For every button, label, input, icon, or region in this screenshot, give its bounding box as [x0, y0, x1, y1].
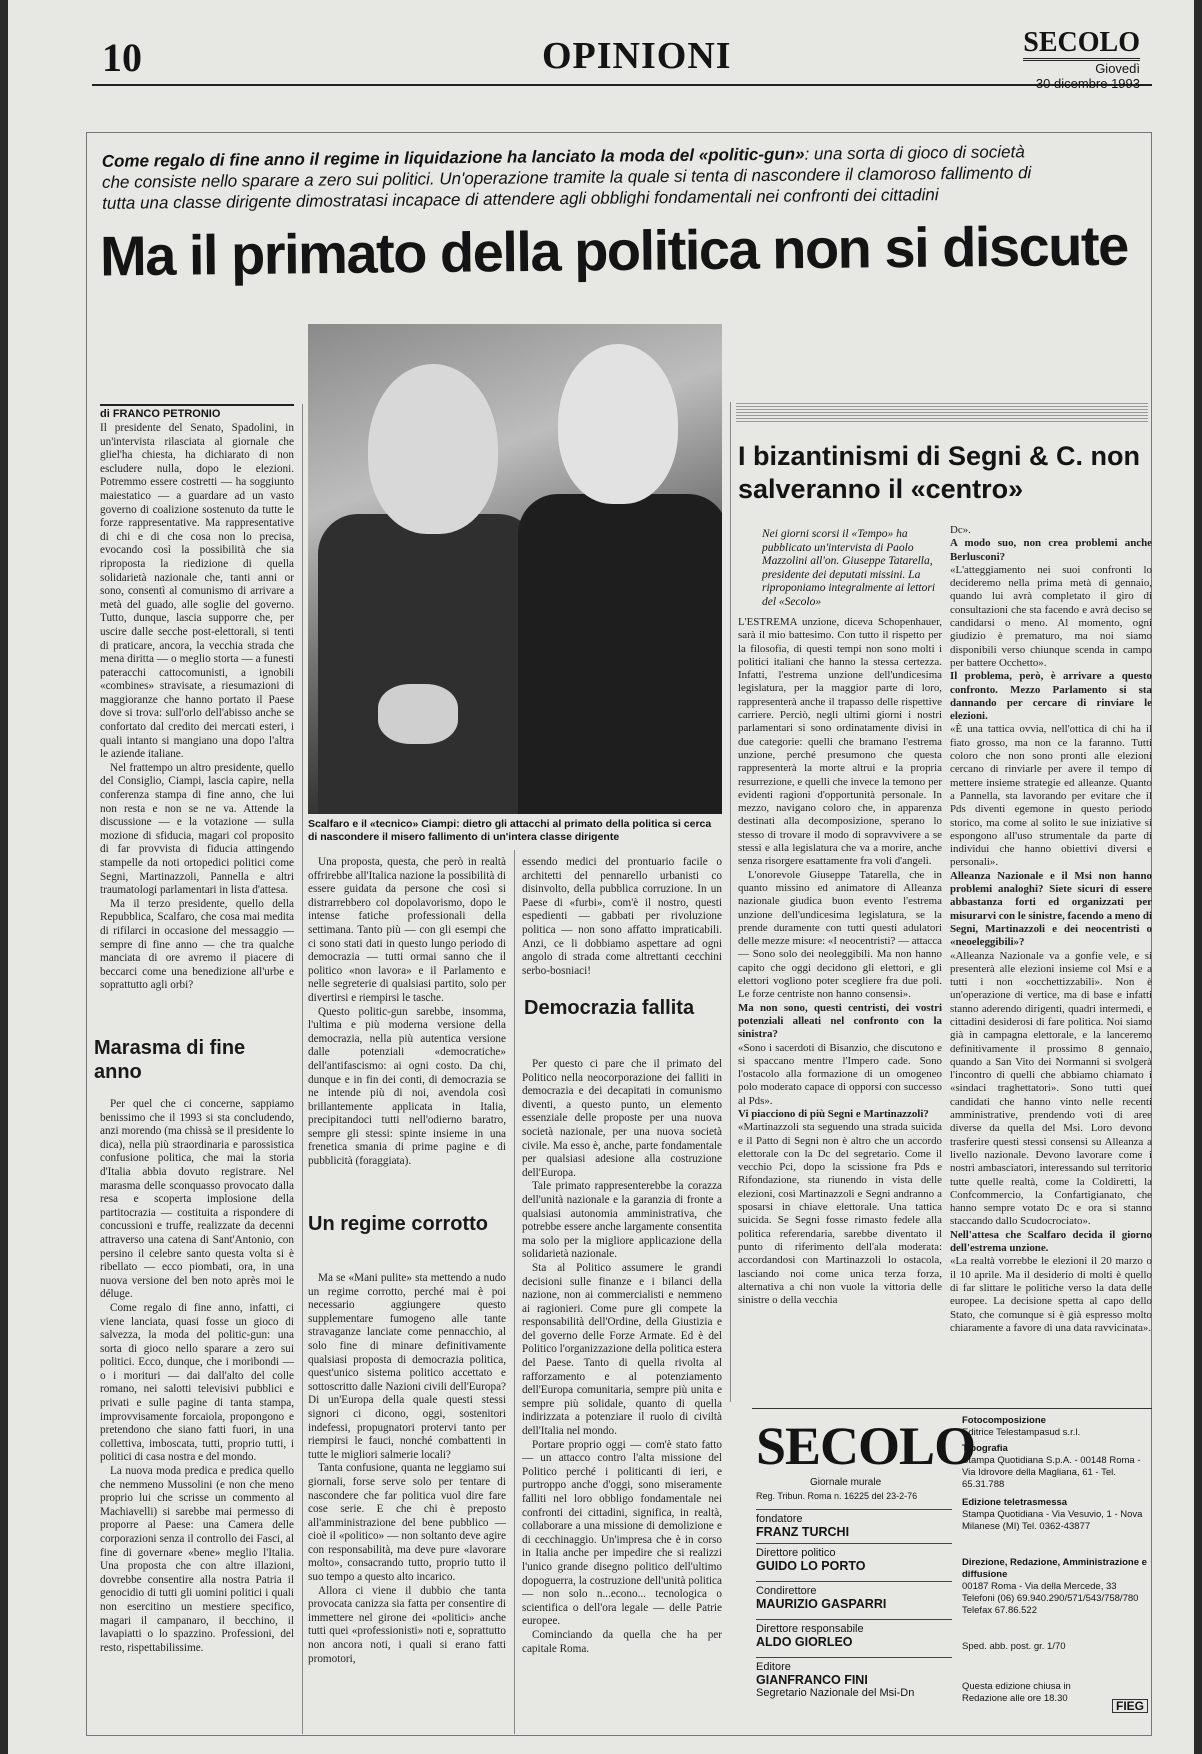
office-value: 00187 Roma - Via della Mercede, 33 Telefoni (06) 69.940.290/571/543/758/780 Telefax 67.86.522 [962, 1581, 1139, 1616]
paragraph: Tanta confusione, quanta ne leggiamo sui giornali, forse serve solo per tentare di nascondere che far politica vuol dire fare cose serie. E che chi è preposto all'amministrazione del bene pubblico — cioè il «politico» — non soltanto deve agire con responsabilità, ma deve pure «lavorare molto», consacrando tutto, proprio tutto il suo tempo a questo alto incarico. [308, 1462, 506, 1584]
photo-caption: Scalfaro e il «tecnico» Ciampi: dietro gli attacchi al primato della politica si cerca di nascondere il misero fallimento di un'intera classe dirigente [308, 818, 712, 843]
photo-face-left [368, 364, 498, 534]
publisher-label: Editore [756, 1661, 791, 1673]
paragraph: «Martinazzoli sta seguendo una strada suicida e il Patto di Segni non è altro che un accordo elettorale con la Dc del segretario. Come il vecchio Pci, dopo la scissione fra Pds e Rifondazione, sta riunendo in vista delle elezioni, così Martinazzoli e Segni andranno a sposarsi in chiave elettorale. Una tattica suicida. Se Segni fosse rimasto fedele alla politica referendaria, sarebbe diventato il punto di riferimento dell'ala moderata: accordandosi con Martinazzoli lo ostacola, lasciando noi come unica terza forza, alternativa a chi non vuole la vittoria delle sinistre o della vecchia [738, 1121, 942, 1307]
photocomposition-value: Editrice Telestampasud s.r.l. [962, 1427, 1081, 1438]
masthead-subtitle: Giornale murale [810, 1477, 882, 1488]
column-2-top [308, 856, 506, 1169]
kicker-bold: Come regalo di fine anno il regime in liquidazione ha lanciato la moda del «politic-gun» [101, 144, 805, 171]
question: Il problema, però, è arrivare a questo confronto. Mezzo Parlamento si sta dannando per cercare di rinviare le elezioni. [950, 670, 1152, 723]
column-rule [730, 402, 731, 1402]
article-headline: Ma il primato della politica non si discute [99, 213, 1129, 288]
political-director-name: GUIDO LO PORTO [756, 1559, 866, 1573]
question: A modo suo, non crea problemi anche Berlusconi? [950, 537, 1152, 563]
co-director-label: Condirettore [756, 1585, 817, 1597]
article-kicker [102, 141, 1043, 214]
office-label: Direzione, Redazione, Amministrazione e diffusione [962, 1557, 1147, 1580]
issue-day: Giovedì [1095, 61, 1140, 76]
page-number: 10 [102, 35, 142, 80]
union-mark: FIEG [1112, 1699, 1148, 1713]
column-rule [514, 850, 515, 1734]
paragraph: «L'atteggiamento nei suoi confronti lo decideremo nella prima metà di gennaio, quando lui avrà completato il giro di consultazioni che sta facendo e avrà deciso se candidarsi o meno. Al momento, ogni giudizio è prematuro, ma noi siamo disponibili verso chiunque scenda in campo per battere Occhetto». [950, 563, 1152, 669]
paragraph: Nel frattempo un altro presidente, quello del Consiglio, Ciampi, lascia capire, nella conferenza stampa di fine anno, che lui non resta e non se ne va. Attende la discussione — e la votazione — sulla mozione di sfiducia, magari col proposito di far provvista di fiducia attingendo stampelle da noti ortopedici politici come Segni, Martinazzoli, Pannella e altri traumatologi parlamentari in lista d'attesa. [100, 761, 294, 897]
responsible-director-name: ALDO GIORLEO [756, 1635, 853, 1649]
co-director-name: MAURIZIO GASPARRI [756, 1597, 887, 1611]
paragraph: essendo medici del prontuario facile o architetti del pennarello urbanisti co disinvolto, della pubblica corruzione. In un Paese di «furbi», com'è il nostro, questi espedienti — gabbati per rivoluzione politica — non sono affatto impraticabili. Anzi, ce li dobbiamo aspettare ad ogni angolo di strada come altrettanti cecchini serbo-bosniaci! [522, 856, 722, 977]
question: Ma non sono, questi centristi, dei vostri potenziali alleati nel confronto con la sinistra? [738, 1001, 942, 1041]
photo-face-right [558, 344, 678, 504]
paragraph: Per questo ci pare che il primato del Politico nella neocorporazione dei falliti in democrazia e dei decapitati in comunismo diventi, a questo punto, un elemento essenziale delle proposte per una nuova società nazionale, per una nuova società civile. Ma esso è, anche, parte fondamentale per qualsiasi adesione alla costruzione dell'Europa. [522, 1058, 722, 1179]
registration: Reg. Tribun. Roma n. 16225 del 23-2-76 [756, 1491, 918, 1501]
tele-value: Stampa Quotidiana - Via Vesuvio, 1 - Nova Milanese (MI) Tel. 0362-43877 [962, 1509, 1143, 1532]
publisher-role: Segretario Nazionale del Msi-Dn [756, 1687, 915, 1699]
photocomposition-block [962, 1415, 1148, 1439]
question: Vi piacciono di più Segni e Martinazzoli? [738, 1107, 929, 1120]
paragraph: La nuova moda predica e predica quello che nemmeno Mussolini (e non che meno proprio lui che scrisse un commento al Machiavelli) si sarebbe mai permesso di proporre al Paese: una Camera delle corporazioni senza il controllo dei Fasci, al fine di governare «bene» meglio l'Italia. Una proposta che con altre illazioni, dovrebbe consentire alla nostra Patria il genocidio di tutti gli uomini politici i quali non esercitino un mestiere specifico, magari il campanaro, il becchino, il lavapiatti o lo spazzino. Professioni, del resto, rispettabilissime. [100, 1465, 294, 1654]
section-title: OPINIONI [542, 35, 732, 77]
paragraph: «Alleanza Nazionale va a gonfie vele, e si presenterà alle elezioni insieme col Msi e a tutti i non «occhettizzabili». Non è un'operazione di vertice, ma di base e infatti stanno aderendo dirigenti, quadri intermedi, e cittadini desiderosi di fare politica. Noi siamo già in campagna elettorale, e la lanceremo definitivamente il prossimo 8 gennaio, quando a San Vito dei Normanni si svolgerà l'incontro di quelli che abbiamo chiamato i «sindaci traghettatori». Sono tutti quei candidati che hanno vinto nelle recenti amministrative, prendendo voti di aree diverse da quella del Msi. Loro devono trasferire questi stessi consensi su Alleanza a livello nazionale. Devono lavorare come i nostri ambasciatori, interessando sul territorio tutte quelle realtà, come la Coldiretti, la Confcommercio, la Confartigianato, che hanno sempre votato Dc e ora si stanno staccando dallo Scudocrociato». [950, 949, 1152, 1228]
paragraph: Il presidente del Senato, Spadolini, in un'intervista rilasciata al giornale che gliel'ha chiesta, ha dichiarato di non escludere nulla, dopo le elezioni. Potremmo essere costretti — ha soggiunto maiestatico — a guardare ad un vasto governo di coalizione sostenuto da tutte le forze rappresentative. Ma rappresentative di chi e di che cosa non lo precisa, evocando così la possibilità che sia riproposta la riedizione di quella solidarietà nazionale che, tanti anni or sono, consentì al comunismo di arrivare a metà del guado, alle soglie del governo. Tutto, dunque, lascia supporre che, per uscire dalle secche post-elettorali, si tenti di praticare, ancora, la vecchia strada che mena diritta — o meglio storta — a funesti pateracchi cattocomunisti, a ignobili «combines» stravisate, a riesumazioni di maggioranze che hanno portato il Paese dove si trova: sull'orlo dell'abisso anche se confortato dal credito dei mercati esteri, i quali intanto si mangiano una dopo l'altra le aziende italiane. [100, 422, 294, 761]
printing-label: Tipografia [962, 1443, 1008, 1454]
column-2-bottom [308, 1272, 506, 1666]
column-3-bottom [522, 1058, 722, 1656]
kicker-rest: : una sorta di gioco di società che consiste nello sparare a zero sui politici. Un'operazione tramite la quale si tenta di nascondere il clamoroso fallimento di tutta una classe dirigente dimostratasi incapace di attendere agli obblighi fondamentali nei confronti dei cittadini [101, 142, 1032, 213]
photocomposition-label: Fotocomposizione [962, 1415, 1046, 1426]
tele-block [962, 1497, 1148, 1533]
column-3-top [522, 856, 722, 978]
issue-date: 30 dicembre 1993 [1035, 76, 1140, 91]
photo-figure-left [318, 514, 538, 814]
political-director-row [756, 1543, 952, 1573]
column-rule [302, 404, 303, 1734]
question: Alleanza Nazionale e il Msi non hanno problemi analoghi? Siete sicuri di essere abbastanza forti ed organizzati per misurarvi con le sinistre, facendo a meno di Segni, Martinazzoli e dei neocentristi o «neoeleggibili»? [950, 869, 1152, 949]
header-masthead [1023, 28, 1140, 91]
founder-name: FRANZ TURCHI [756, 1525, 850, 1539]
subhead-marasma: Marasma di fine anno [94, 1037, 246, 1083]
office-block [962, 1557, 1148, 1617]
photo-scalfaro-ciampi [308, 324, 722, 814]
printing-block [962, 1443, 1148, 1491]
column-1-top [100, 422, 294, 993]
column-1-bottom [100, 1098, 294, 1655]
paragraph: Questo politic-gun sarebbe, insomma, l'ultima e più moderna versione della democrazia, nella più autentica versione dalle potenziali «democratiche» dell'antifascismo: ai ogni costo. Da chi, dunque e in fin dei conti, di democrazia se ne intende più di noi, avendola così brillantemente applicata in Italia, precipitandoci tutti nell'odierno baratro, sempre gli stessi: spinte insieme in una frenetica smania di prime pagine e di pubblicità (foraggiata). [308, 1005, 506, 1168]
subhead-democrazia: Democrazia fallita [524, 997, 695, 1019]
sidebar-title: I bizantinismi di Segni & C. non salveranno il «centro» [738, 441, 1141, 504]
sidebar-column-2 [950, 524, 1152, 1335]
subhead-regime: Un regime corrotto [308, 1213, 489, 1235]
publisher-row [756, 1657, 952, 1699]
paragraph: «Sono i sacerdoti di Bisanzio, che discutono e si spaccano mentre l'Impero cade. Sono l'ostacolo alla formazione di un omogeneo polo moderato capace di opporsi con successo al Pds». [738, 1041, 942, 1107]
co-director-row [756, 1581, 952, 1611]
paragraph: «È una tattica ovvia, nell'ottica di chi ha il fiato grosso, ma non ce la faranno. Tutti coloro che non sono pronti alle elezioni cercano di rinviarle per avere il tempo di mettere insieme strategie ed alleanze. Quanto a Pannella, sta lavorando per evitare che il Pds diventi egemone in questo periodo storico, ma come al solito le sue iniziative si espongono all'uso strumentale da parte di individui che hanno obiettivi diversi e personali». [950, 723, 1152, 869]
photo-hand [378, 684, 458, 744]
paragraph: Ma il terzo presidente, quello della Repubblica, Scalfaro, che cosa mai medita di rifilarci in occasione del messaggio — sempre di fine anno — che tra qualche manciata di ore avremo il piacere di beccarci come una benedizione all'urbe e soprattutto agli orbi? [100, 897, 294, 992]
printing-value: Stampa Quotidiana S.p.A. - 00148 Roma - Via Idrovore della Magliana, 61 - Tel. 65.31.788 [962, 1455, 1141, 1490]
responsible-director-label: Direttore responsabile [756, 1623, 864, 1635]
political-director-label: Direttore politico [756, 1547, 836, 1559]
paragraph: Cominciando da quella che ha per capitale Roma. [522, 1628, 722, 1655]
paragraph: Sta al Politico assumere le grandi decisioni sulle finanze e i bilanci della nazione, non ai commercialisti e nemmeno ai ragionieri. Come pure gli compete la responsabilità dell'Ordine, della Giustizia e del governo delle Forze Armate. Ed è del Politico l'organizzazione della politica estera del Paese. Tanto di quella rivolta al rafforzamento e al potenziamento dell'Europa comunitaria, sempre più unita e sempre più solidale, quanto di quella indirizzata a potenziare il ruolo di civiltà dell'Italia nel mondo. [522, 1261, 722, 1438]
masthead-box-logo: SECOLO [756, 1416, 976, 1476]
newspaper-page [8, 0, 1194, 1754]
publisher-name: GIANFRANCO FINI [756, 1673, 868, 1687]
paragraph: Tale primato rappresenterebbe la corazza dell'unità nazionale e la garanzia di fronte a qualsiasi autonomia amministrativa, che potrebbe essere anche largamente consentita ma solo per la migliore applicazione della solidarietà nazionale. [522, 1180, 722, 1261]
founder-label: fondatore [756, 1513, 803, 1525]
sidebar-column-1 [738, 616, 942, 1307]
responsible-director-row [756, 1619, 952, 1649]
paragraph: Una proposta, questa, che però in realtà offrirebbe all'Italica nazione la possibilità di essere guidata da persone che così si distrarrebbero col dopolavorismo, dopo le intense fatiche professionali della settimana. Tanto più — con gli esempi che ci sono stati dati in questo lungo periodo di democrazia — tutti ormai sanno che il politico «non lavora» e il Parlamento e nelle segreterie di qualsiasi partito, solo per divertirsi e riempirsi le tasche. [308, 856, 506, 1004]
paragraph: L'onorevole Giuseppe Tatarella, che in quanto missino ed animatore di Alleanza nazionale giudica buon evento l'estrema unzione dell'undicesima legislatura, se la prende duramente con tutti questi adulatori delle mezze misure: «I neocentristi? — attacca — Sono solo dei neoleggibili. Ma non hanno capito che oggi decidono gli elettori, e gli elettori vogliono poter scegliere fra due poli. Le forze centriste non hanno consensi». [738, 868, 942, 1001]
paragraph: Per quel che ci concerne, sappiamo benissimo che il 1993 si sta concludendo, anzi morendo (ma chissà se il presidente lo dica), nella più straordinaria e parossistica confusione politica, che mai la storia d'Italia abbia dovuto registrare. Nel marasma delle sconquasso provocato dalla resa e scoperta implosione della partitocrazia — costituita a rispondere di concussioni e truffe, realizzate da decenni attraverso una catena di Sant'Antonio, con persino il celebre santo questa volta si è ribellato — ecco piombati, ora, in una nuova versione del ben noto après moi le déluge. [100, 1098, 294, 1301]
closing-note: Questa edizione chiusa in Redazione alle ore 18.30 [962, 1681, 1071, 1704]
tele-label: Edizione teletrasmessa [962, 1497, 1068, 1508]
byline: di FRANCO PETRONIO [100, 404, 294, 420]
sidebar-band [736, 402, 1148, 422]
paragraph: Portare proprio oggi — com'è stato fatto — un attacco contro l'alta missione del Politico perché i politicanti di ieri, e purtroppo anche d'oggi, sono miseramente falliti nel loro obbligo fondamentale nei confronti dei cittadini, significa, in realtà, collaborare a una missione di demolizione e di cecchinaggio. Un'impresa che è in corso in Italia anche per impedire che si realizzi l'unico grande disegno politico dell'ultimo dopoguerra, la costruzione dell'unità politica — non solo n...econo... tecnologica o scientifica o dell'ora legale — delle Patrie europee. [522, 1438, 722, 1628]
masthead-box [752, 1408, 1152, 1734]
paragraph: Come regalo di fine anno, infatti, ci viene lanciata, quasi fosse un gioco di salvezza, la moda del politic-gun: una sorta di gioco nello sparare a zero sui politici. Ecco, dunque, che i moribondi — o i morituri — dai dall'alto del colle romano, nei salotti televisivi pubblici e privati e sulle pagine di tanta stampa, improvvisamente forcaiola, propongono e pretendono che siano fatti fuori, in una collettiva, imboscata, tutti, proprio tutti, i politici di casa nostra e del mondo. [100, 1301, 294, 1464]
sidebar-intro: Nei giorni scorsi il «Tempo» ha pubblicato un'intervista di Paolo Mazzolini all'on. Giuseppe Tatarella, presidente dei deputati missini. La riproponiamo integralmente ai lettori del «Secolo» [762, 528, 936, 608]
photo-figure-right [518, 494, 722, 814]
paragraph: Allora ci viene il dubbio che tanta provocata canizza sia fatta per consentire di immettere nel girone dei «politici» anche tutti quei «professionisti» noti e, soprattutto non ancora noti, i quali si erano fatti promotori, [308, 1584, 506, 1665]
postage: Sped. abb. post. gr. 1/70 [962, 1641, 1066, 1652]
question: Nell'attesa che Scalfaro decida il giorno dell'estrema unzione. [950, 1228, 1152, 1255]
paragraph: «La realtà vorrebbe le elezioni il 20 marzo o il 10 aprile. Ma il desiderio di molti è quello di far slittare le politiche verso la data delle europee. La decisione spetta al capo dello Stato, che comunque si è già espresso molto chiaramente a favore di una data ravvicinata». [950, 1255, 1152, 1334]
founder-row [756, 1509, 952, 1539]
paragraph: Ma se «Mani pulite» sta mettendo a nudo un regime corrotto, perché mai è poi necessario aggiungere questo supplementare fumogeno alle tante stravaganze lanciate come pennacchio, al solo fine di minare definitivamente qualsiasi proposta di democrazia politica, quest'unico sistema politico accettato e sottoscritto dalle Nazioni civili dell'Europa? Di un'Europa della quale questi stessi signori ci dicono, oggi, sostenitori indefessi, propugnatori protervi tanto per riempirsi le fauci, nonché combattenti in tutte le migliori salmerie locali? [308, 1272, 506, 1461]
paragraph: L'ESTREMA unzione, diceva Schopenhauer, sarà il mio battesimo. Con tutto il rispetto per la filosofia, di questi tempi non sono molti i politici italiani che hanno la stessa certezza. Infatti, l'estrema unzione dell'undicesima legislatura, per la maggior parte di loro, rappresenterà anche il trapasso delle rispettive carriere. Perciò, negli ultimi giorni i nostri parlamentari si sono ordinatamente divisi in due categorie: quelli che bramano l'estrema unzione, perché presumono che questa rappresenterà la morte altrui e la propria resurrezione, e quelli che invece la temono per evidenti ragioni d'opportunità personale. In mezzo, navigano coloro che, in apparenza destinati alla decomposizione, sperano lo stesso di trovare il modo di sopravvivere a se stessi e alla legislatura che va a morire, anche senza risorgere esattamente fra voli d'angeli. [738, 616, 942, 868]
paragraph: Dc». [950, 524, 971, 536]
masthead-logo: SECOLO [1023, 28, 1140, 61]
page-header [92, 20, 1152, 91]
